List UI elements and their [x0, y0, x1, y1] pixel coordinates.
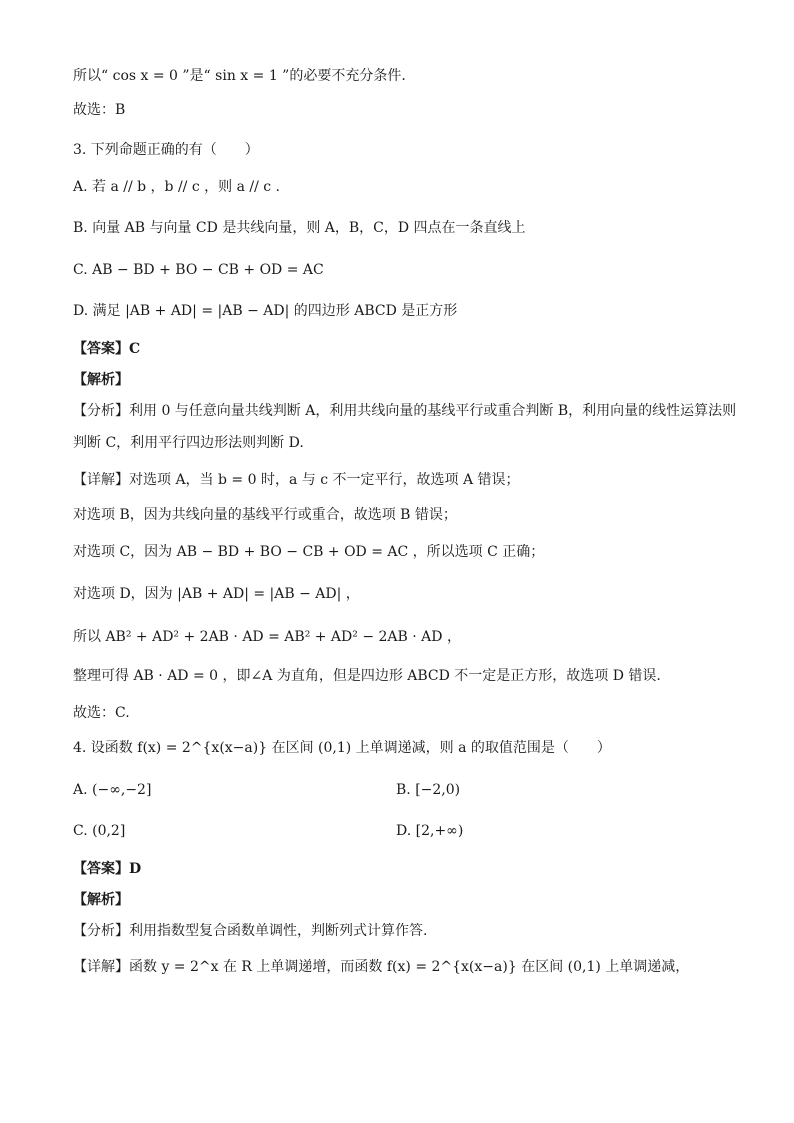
question-4-option-d: D. [2,+∞) [396, 823, 464, 839]
detail-line-2: 对选项 B，因为共线向量的基线平行或重合，故选项 B 错误； [73, 507, 457, 523]
question-3-option-c: C. AB − BD + BO − CB + OD = AC [73, 262, 324, 278]
answer-label-2: 【答案】D [73, 861, 142, 877]
analysis-line-3: 【分析】利用指数型复合函数单调性，判断列式计算作答. [73, 923, 428, 939]
answer-label: 【答案】C [73, 341, 141, 357]
analysis-line-2: 判断 C，利用平行四边形法则判断 D. [73, 435, 304, 451]
question-3-option-d: D. 满足 |AB + AD| = |AB − AD| 的四边形 ABCD 是正方形 [73, 303, 458, 319]
detail-line-1: 【详解】对选项 A，当 b = 0 时，a 与 c 不一定平行，故选项 A 错误； [73, 472, 520, 488]
doc-line-1: 所以“ cos x = 0 ”是“ sin x = 1 ”的必要不充分条件. [73, 68, 406, 84]
question-4-stem: 4. 设函数 f(x) = 2^{x(x−a)} 在区间 (0,1) 上单调递减，则 a 的取值范围是（ ） [73, 740, 611, 756]
question-4-option-c: C. (0,2] [73, 823, 126, 839]
question-3-stem: 3. 下列命题正确的有（ ） [73, 142, 259, 158]
question-4-option-a: A. (−∞,−2] [73, 782, 152, 798]
conclusion-line: 故选：C. [73, 705, 130, 721]
doc-line-2: 故选：B [73, 102, 126, 118]
analysis-label: 【解析】 [73, 372, 129, 388]
detail-line-3: 对选项 C，因为 AB − BD + BO − CB + OD = AC ，所以选项 C 正确； [73, 544, 545, 560]
question-4-option-b: B. [−2,0) [396, 782, 461, 798]
detail-line-5: 所以 AB² + AD² + 2AB · AD = AB² + AD² − 2AB · AD ， [73, 629, 461, 645]
detail-line-7: 【详解】函数 y = 2^x 在 R 上单调递增，而函数 f(x) = 2^{x(x−a)} 在区间 (0,1) 上单调递减， [73, 959, 690, 975]
question-3-option-b: B. 向量 AB 与向量 CD 是共线向量，则 A，B，C，D 四点在一条直线上 [73, 220, 526, 236]
detail-line-4: 对选项 D，因为 |AB + AD| = |AB − AD| ， [73, 586, 360, 602]
question-3-option-a: A. 若 a // b ，b // c ，则 a // c . [73, 179, 281, 195]
analysis-label-2: 【解析】 [73, 892, 129, 908]
analysis-line-1: 【分析】利用 0 与任意向量共线判断 A，利用共线向量的基线平行或重合判断 B，利用向量的线性运算法则 [73, 403, 737, 419]
detail-line-6: 整理可得 AB · AD = 0 ，即∠A 为直角，但是四边形 ABCD 不一定是正方形，故选项 D 错误. [73, 668, 661, 684]
